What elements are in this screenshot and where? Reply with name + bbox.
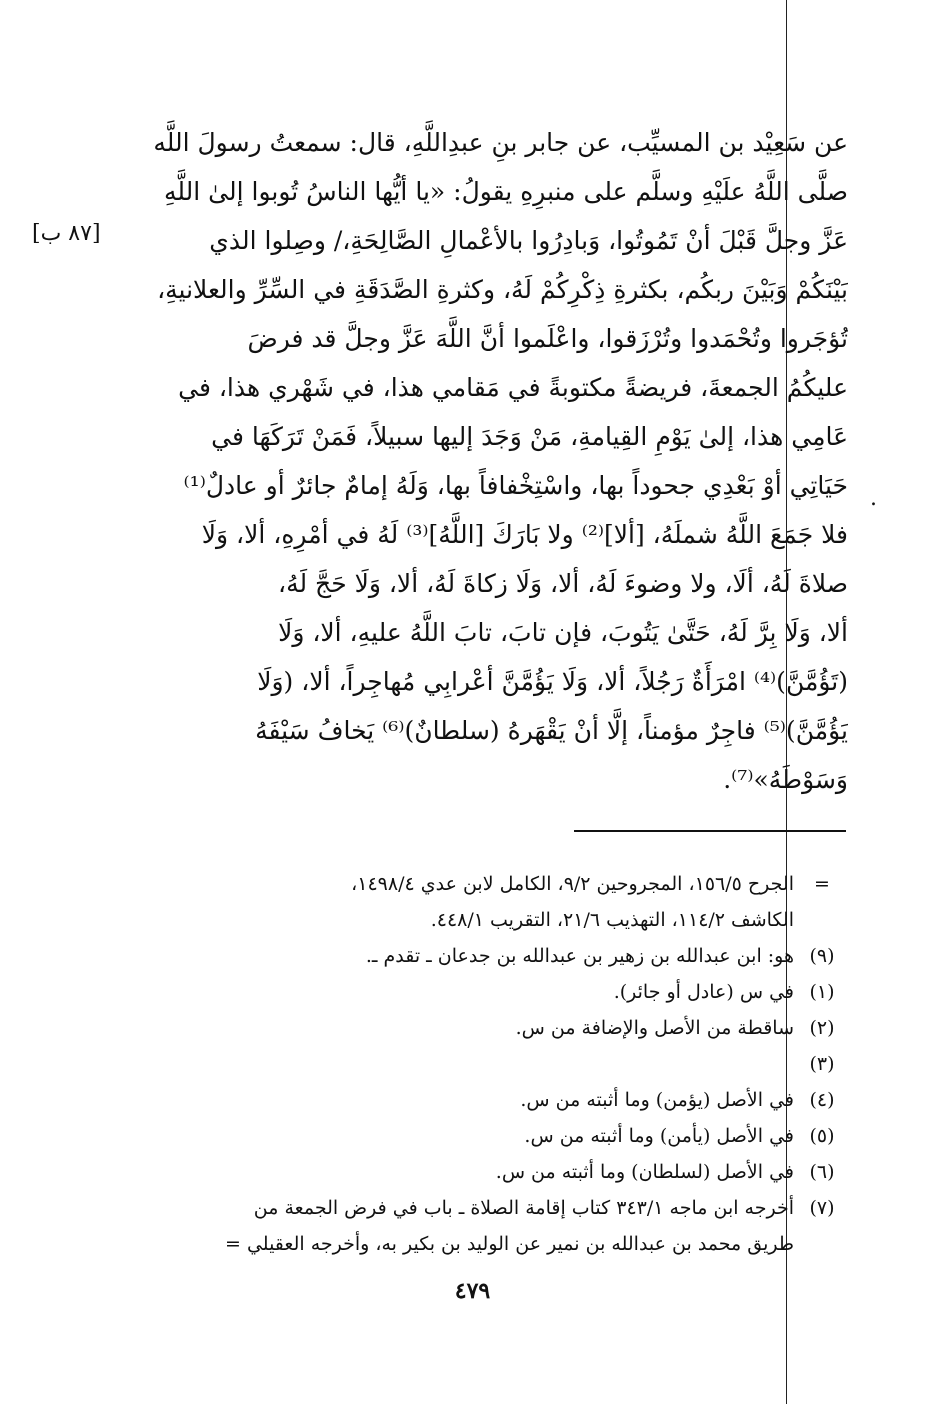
page-number: ٤٧٩ bbox=[454, 1278, 491, 1304]
footnote-separator bbox=[574, 830, 846, 832]
footnote bbox=[140, 1118, 850, 1154]
footnote bbox=[140, 974, 850, 1010]
folio-marker: [٨٧ ب] bbox=[32, 221, 101, 246]
footnote-number: = bbox=[814, 873, 830, 895]
footnote bbox=[140, 1082, 850, 1118]
footnote bbox=[140, 866, 850, 938]
footnote bbox=[140, 1154, 850, 1190]
text-line: بَيْنَكُمْ وَبَيْنَ ربكُم، بكثرةِ ذِكْرِكُمْ لَهُ، وكثرةِ الصَّدَقَةِ في السِّرِّ والعلانيةِ، bbox=[157, 275, 848, 304]
text-line: عَامِي هذا، إلىٰ يَوْمِ القِيامةِ، مَنْ وَجَدَ إليها سبيلاً، فَمَنْ تَرَكَهَا في bbox=[211, 422, 848, 451]
footnote-text: في الأصل (لسلطان) وما أثبته من س. bbox=[495, 1161, 794, 1183]
footnote-text: أخرجه ابن ماجه ٣٤٣/١ كتاب إقامة الصلاة ـ باب في فرض الجمعة من bbox=[253, 1197, 794, 1219]
footnote bbox=[140, 938, 850, 974]
footnote-text: الجرح ١٥٦/٥، المجروحين ٩/٢، الكامل لابن عدي ١٤٩٨/٤، bbox=[351, 873, 794, 895]
text-line: عَزَّ وجلَّ قَبْلَ أنْ تَمُوتُوا، وَبادِرُوا بالأعْمالِ الصَّالِحَةِ،/ وصِلوا الذي bbox=[209, 226, 848, 255]
text-line: فلا جَمَعَ اللَّهُ شملَهُ، [ألا]⁽²⁾ ولا بَارَكَ [اللَّهُ]⁽³⁾ لَهُ في أمْرِهِ، ألا، وَلَا bbox=[201, 520, 848, 549]
footnote-text: في س (عادل أو جائر). bbox=[613, 981, 794, 1003]
footnote-text: ساقطة من الأصل والإضافة من س. bbox=[515, 1017, 794, 1039]
text-line: تُؤجَروا وتُحْمَدوا وتُرْزَقوا، واعْلَموا أنَّ اللَّهَ عَزَّ وجلَّ قد فرضَ bbox=[247, 324, 848, 353]
footnote-number: (٦) bbox=[809, 1161, 835, 1183]
footnote-text: الكاشف ١١٤/٢، التهذيب ٢١/٦، التقريب ٤٤٨/١. bbox=[430, 909, 794, 931]
footnote-number: (٢) (٣) bbox=[809, 1017, 835, 1075]
footnote-number: (٩) bbox=[809, 945, 835, 967]
footnote-text: في الأصل (يؤمن) وما أثبته من س. bbox=[520, 1089, 794, 1111]
text-line: (تَؤُمَّنَّ)⁽⁴⁾ امْرَأَةٌ رَجُلاً، ألا، وَلَا يَؤُمَّنَّ أعْرابِي مُهاجِراً، ألا، (وَلَا bbox=[257, 667, 848, 696]
footnotes bbox=[140, 866, 850, 1262]
footnote-text: في الأصل (يأمن) وما أثبته من س. bbox=[524, 1125, 794, 1147]
text-line: وَسَوْطَهُ»⁽⁷⁾. bbox=[723, 765, 848, 794]
text-line: يَؤُمَّنَّ)⁽⁵⁾ فاجِرٌ مؤمناً، إلَّا أنْ يَقْهَرهُ (سلطانٌ)⁽⁶⁾ يَخافُ سَيْفَهُ bbox=[255, 716, 848, 745]
text-line: حَيَاتِي أوْ بَعْدِي جحوداً بها، واسْتِخْفافاً بها، وَلَهُ إمامٌ جائرٌ أو عادلٌ⁽¹⁾ bbox=[183, 471, 848, 500]
text-line: ألا، وَلَا بِرَّ لَهُ، حَتَّىٰ يَتُوبَ، فإن تابَ، تابَ اللَّهُ عليهِ، ألا، وَلَا bbox=[278, 618, 848, 647]
footnote bbox=[140, 1190, 850, 1262]
footnote-number: (٤) bbox=[809, 1089, 835, 1111]
footnote bbox=[140, 1010, 850, 1082]
footnote-number: (١) bbox=[809, 981, 835, 1003]
footnote-number: (٧) bbox=[809, 1197, 835, 1219]
text-line: عليكُمُ الجمعةَ، فريضةً مكتوبةً في مَقامي هذا، في شَهْري هذا، في bbox=[178, 373, 848, 402]
text-line: عن سَعِيْد بن المسيِّب، عن جابر بنِ عبدِاللَّهِ، قال: سمعتُ رسولَ اللَّه bbox=[153, 128, 848, 157]
margin-dot: . bbox=[870, 486, 877, 511]
main-text bbox=[130, 118, 848, 804]
text-line: صلاةَ لَهُ، ألَا، ولا وضوءَ لَهُ، ألا، وَلَا زكاةَ لَهُ، ألا، وَلَا حَجَّ لَهُ، bbox=[278, 569, 848, 598]
footnote-text: هو: ابن عبدالله بن زهير بن عبدالله بن جدعان ـ تقدم ـ. bbox=[365, 945, 794, 967]
footnote-text: طريق محمد بن عبدالله بن نمير عن الوليد بن بكير به، وأخرجه العقيلي = bbox=[224, 1233, 794, 1255]
text-line: صلَّى اللَّهُ علَيْهِ وسلَّم على منبرِهِ يقولُ: «يا أيُّها الناسُ تُوبوا إلىٰ اللَّهِ bbox=[163, 177, 848, 206]
footnote-number: (٥) bbox=[809, 1125, 835, 1147]
